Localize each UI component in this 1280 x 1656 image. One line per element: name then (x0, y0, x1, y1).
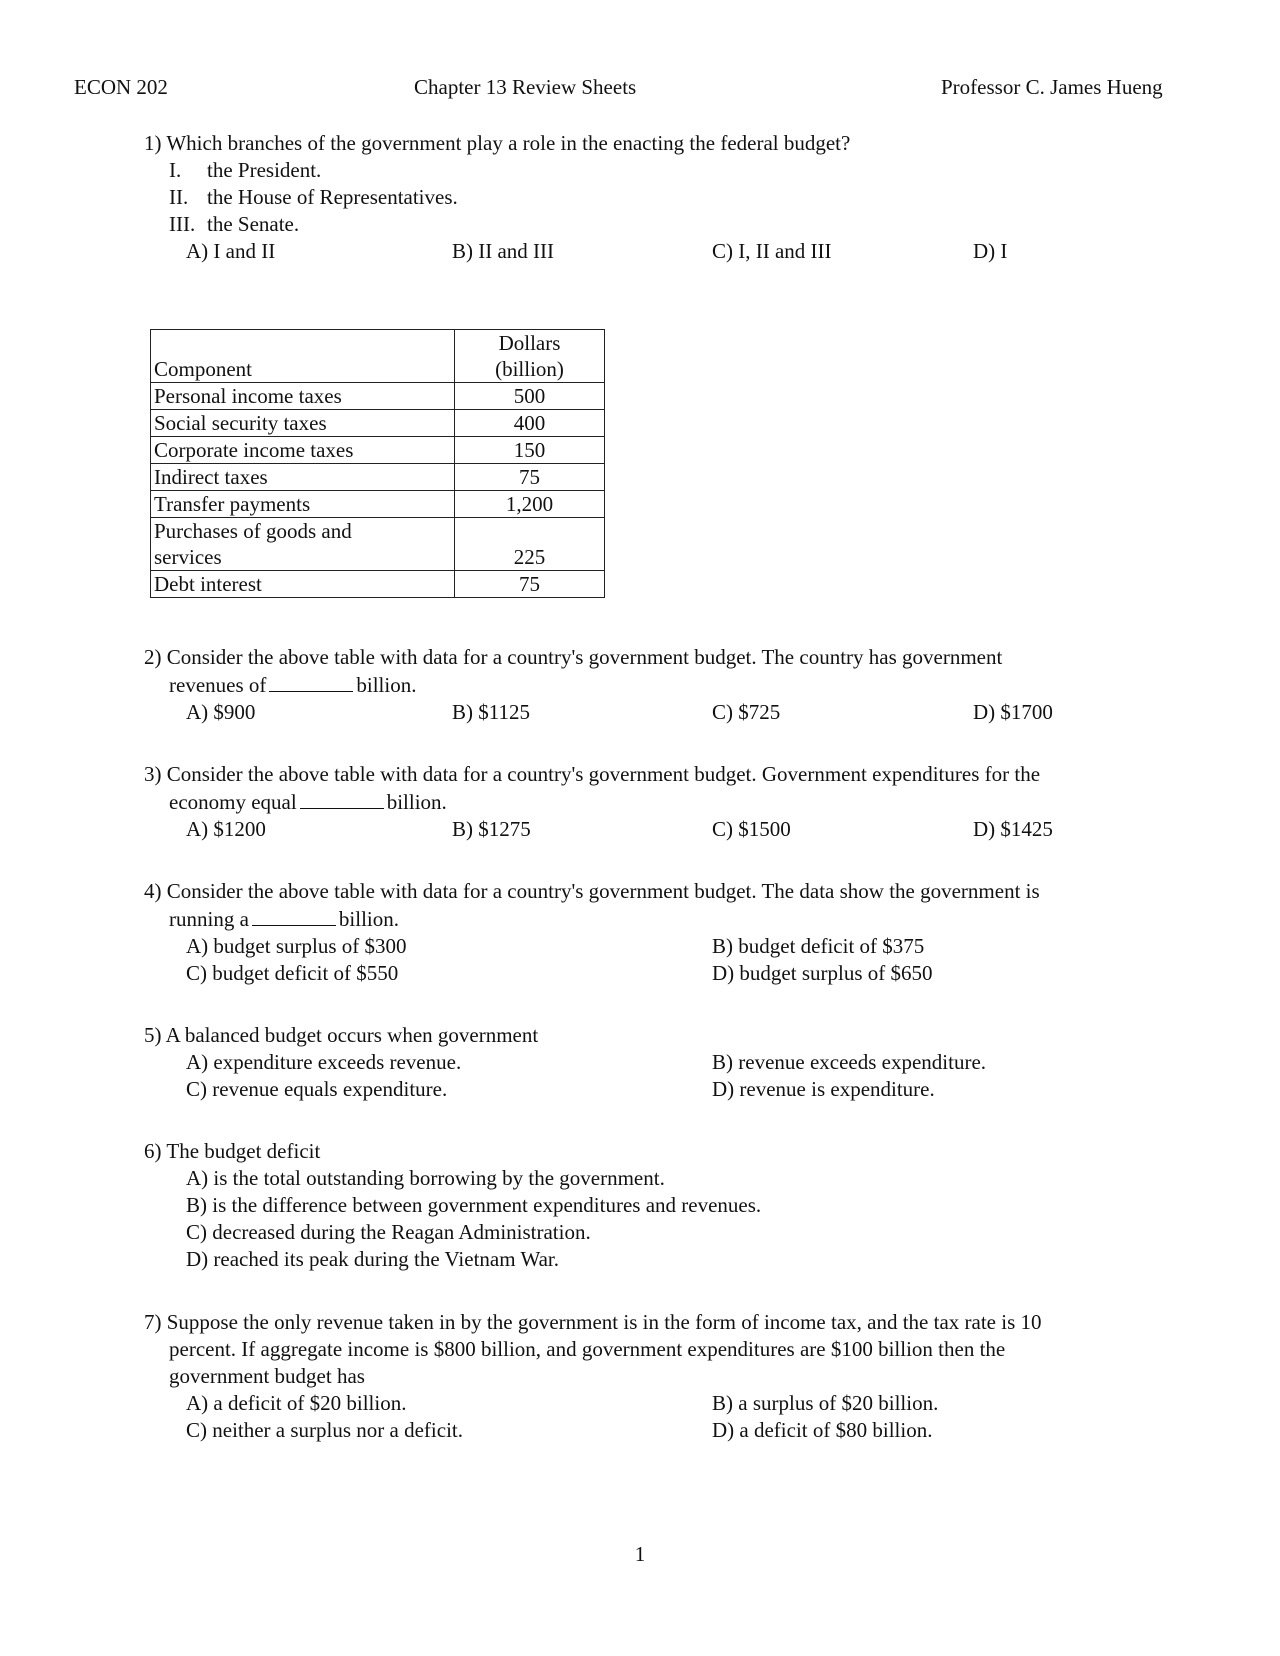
q7-option-a[interactable]: A) a deficit of $20 billion. (186, 1391, 407, 1415)
table-cell-component-line1: Purchases of goods and (154, 519, 352, 543)
q7-option-b[interactable]: B) a surplus of $20 billion. (712, 1391, 939, 1415)
q3-line2-start: economy equal (169, 790, 297, 814)
table-row (151, 383, 605, 410)
q5-option-c[interactable]: C) revenue equals expenditure. (186, 1077, 448, 1101)
table-cell-component: Corporate income taxes (151, 437, 455, 464)
q2-option-d[interactable]: D) $1700 (973, 700, 1053, 724)
question-2-line1: 2) Consider the above table with data for a country's government budget. The country has government (144, 645, 1003, 669)
table-cell-value: 400 (455, 410, 605, 437)
table-cell-value: 75 (455, 571, 605, 598)
question-4-options-row1 (144, 933, 1184, 960)
question-7-line3: government budget has (169, 1364, 365, 1388)
question-3-line1: 3) Consider the above table with data for a country's government budget. Government expenditures for the (144, 762, 1041, 786)
q6-option-b[interactable]: B) is the difference between government expenditures and revenues. (186, 1193, 762, 1217)
question-3-line2 (144, 788, 1184, 816)
table-header-dollars-line2: (billion) (495, 357, 564, 381)
question-7-line2: percent. If aggregate income is $800 billion, and government expenditures are $100 billion then the (169, 1337, 1006, 1361)
question-5-stem: 5) A balanced budget occurs when government (144, 1023, 539, 1047)
question-7-line1: 7) Suppose the only revenue taken in by the government is in the form of income tax, and the tax rate is 10 (144, 1310, 1042, 1334)
table-cell-value: 500 (455, 383, 605, 410)
q6-option-a[interactable]: A) is the total outstanding borrowing by the government. (186, 1166, 665, 1190)
table-row (151, 571, 605, 598)
question-6 (144, 1138, 1184, 1273)
table-cell-component: Personal income taxes (151, 383, 455, 410)
question-7-options-row1 (144, 1390, 1184, 1417)
table-row (151, 491, 605, 518)
q5-option-b[interactable]: B) revenue exceeds expenditure. (712, 1050, 987, 1074)
q2-line2-start: revenues of (169, 673, 267, 697)
question-4-options-row2 (144, 960, 1184, 987)
question-1 (144, 130, 1184, 265)
table-cell-component-line2: services (154, 545, 222, 569)
question-6-stem: 6) The budget deficit (144, 1139, 321, 1163)
q1-option-c[interactable]: C) I, II and III (712, 239, 832, 263)
q1-item-2-num: II. (169, 185, 189, 209)
table-header-dollars (455, 330, 605, 383)
table-header-dollars-line1: Dollars (498, 331, 561, 355)
course-code: ECON 202 (74, 75, 168, 99)
q1-item-3-text: the Senate. (207, 212, 300, 236)
table-row (151, 464, 605, 491)
question-4-line1: 4) Consider the above table with data for a country's government budget. The data show the government is (144, 879, 1040, 903)
q2-option-c[interactable]: C) $725 (712, 700, 781, 724)
q2-option-b[interactable]: B) $1125 (452, 700, 530, 724)
question-2-line2 (144, 671, 1184, 699)
page-number: 1 (634, 1542, 646, 1566)
q2-option-a[interactable]: A) $900 (186, 700, 256, 724)
question-2-options (144, 699, 1184, 726)
table-row (151, 437, 605, 464)
question-4 (144, 878, 1184, 987)
table-cell-component (151, 518, 455, 571)
q7-option-c[interactable]: C) neither a surplus nor a deficit. (186, 1418, 463, 1442)
q3-option-b[interactable]: B) $1275 (452, 817, 531, 841)
q6-option-c[interactable]: C) decreased during the Reagan Administration. (186, 1220, 591, 1244)
q3-option-d[interactable]: D) $1425 (973, 817, 1053, 841)
table-cell-component: Debt interest (151, 571, 455, 598)
q1-item-1-text: the President. (207, 158, 322, 182)
q1-option-a[interactable]: A) I and II (186, 239, 276, 263)
question-4-line2 (144, 905, 1184, 933)
q3-line2-end: billion. (386, 790, 447, 814)
q5-option-d[interactable]: D) revenue is expenditure. (712, 1077, 935, 1101)
q4-option-b[interactable]: B) budget deficit of $375 (712, 934, 925, 958)
q1-item-1-num: I. (169, 158, 182, 182)
q1-option-d[interactable]: D) I (973, 239, 1008, 263)
q5-option-a[interactable]: A) expenditure exceeds revenue. (186, 1050, 462, 1074)
table-header-row (151, 330, 605, 383)
q4-option-a[interactable]: A) budget surplus of $300 (186, 934, 407, 958)
q4-option-c[interactable]: C) budget deficit of $550 (186, 961, 399, 985)
question-2 (144, 644, 1184, 726)
table-cell-value: 75 (455, 464, 605, 491)
question-5-options-row2 (144, 1076, 1184, 1103)
question-5-options-row1 (144, 1049, 1184, 1076)
q3-option-c[interactable]: C) $1500 (712, 817, 791, 841)
question-3-options (144, 816, 1184, 843)
document-title: Chapter 13 Review Sheets (414, 75, 637, 99)
table-cell-component: Indirect taxes (151, 464, 455, 491)
table-cell-component: Social security taxes (151, 410, 455, 437)
q3-answer-blank (300, 788, 384, 809)
q1-item-3-num: III. (169, 212, 196, 236)
professor-name: Professor C. James Hueng (941, 75, 1163, 99)
table-cell-value: 150 (455, 437, 605, 464)
table-row (151, 410, 605, 437)
q4-answer-blank (252, 905, 336, 926)
q4-option-d[interactable]: D) budget surplus of $650 (712, 961, 933, 985)
q2-answer-blank (269, 671, 353, 692)
q2-line2-end: billion. (356, 673, 417, 697)
table-cell-value: 225 (455, 518, 605, 571)
q7-option-d[interactable]: D) a deficit of $80 billion. (712, 1418, 933, 1442)
question-1-stem: 1) Which branches of the government play a role in the enacting the federal budget? (144, 131, 851, 155)
question-7 (144, 1309, 1184, 1444)
question-1-options (144, 238, 1184, 265)
question-5 (144, 1022, 1184, 1103)
table-header-component: Component (151, 330, 455, 383)
budget-table (150, 329, 605, 598)
q1-item-2-text: the House of Representatives. (207, 185, 458, 209)
table-row (151, 518, 605, 571)
q4-line2-start: running a (169, 907, 249, 931)
q1-option-b[interactable]: B) II and III (452, 239, 555, 263)
q3-option-a[interactable]: A) $1200 (186, 817, 266, 841)
q4-line2-end: billion. (338, 907, 399, 931)
table-cell-component: Transfer payments (151, 491, 455, 518)
question-3 (144, 761, 1184, 843)
q6-option-d[interactable]: D) reached its peak during the Vietnam War. (186, 1247, 559, 1271)
question-7-options-row2 (144, 1417, 1184, 1444)
table-cell-value: 1,200 (455, 491, 605, 518)
